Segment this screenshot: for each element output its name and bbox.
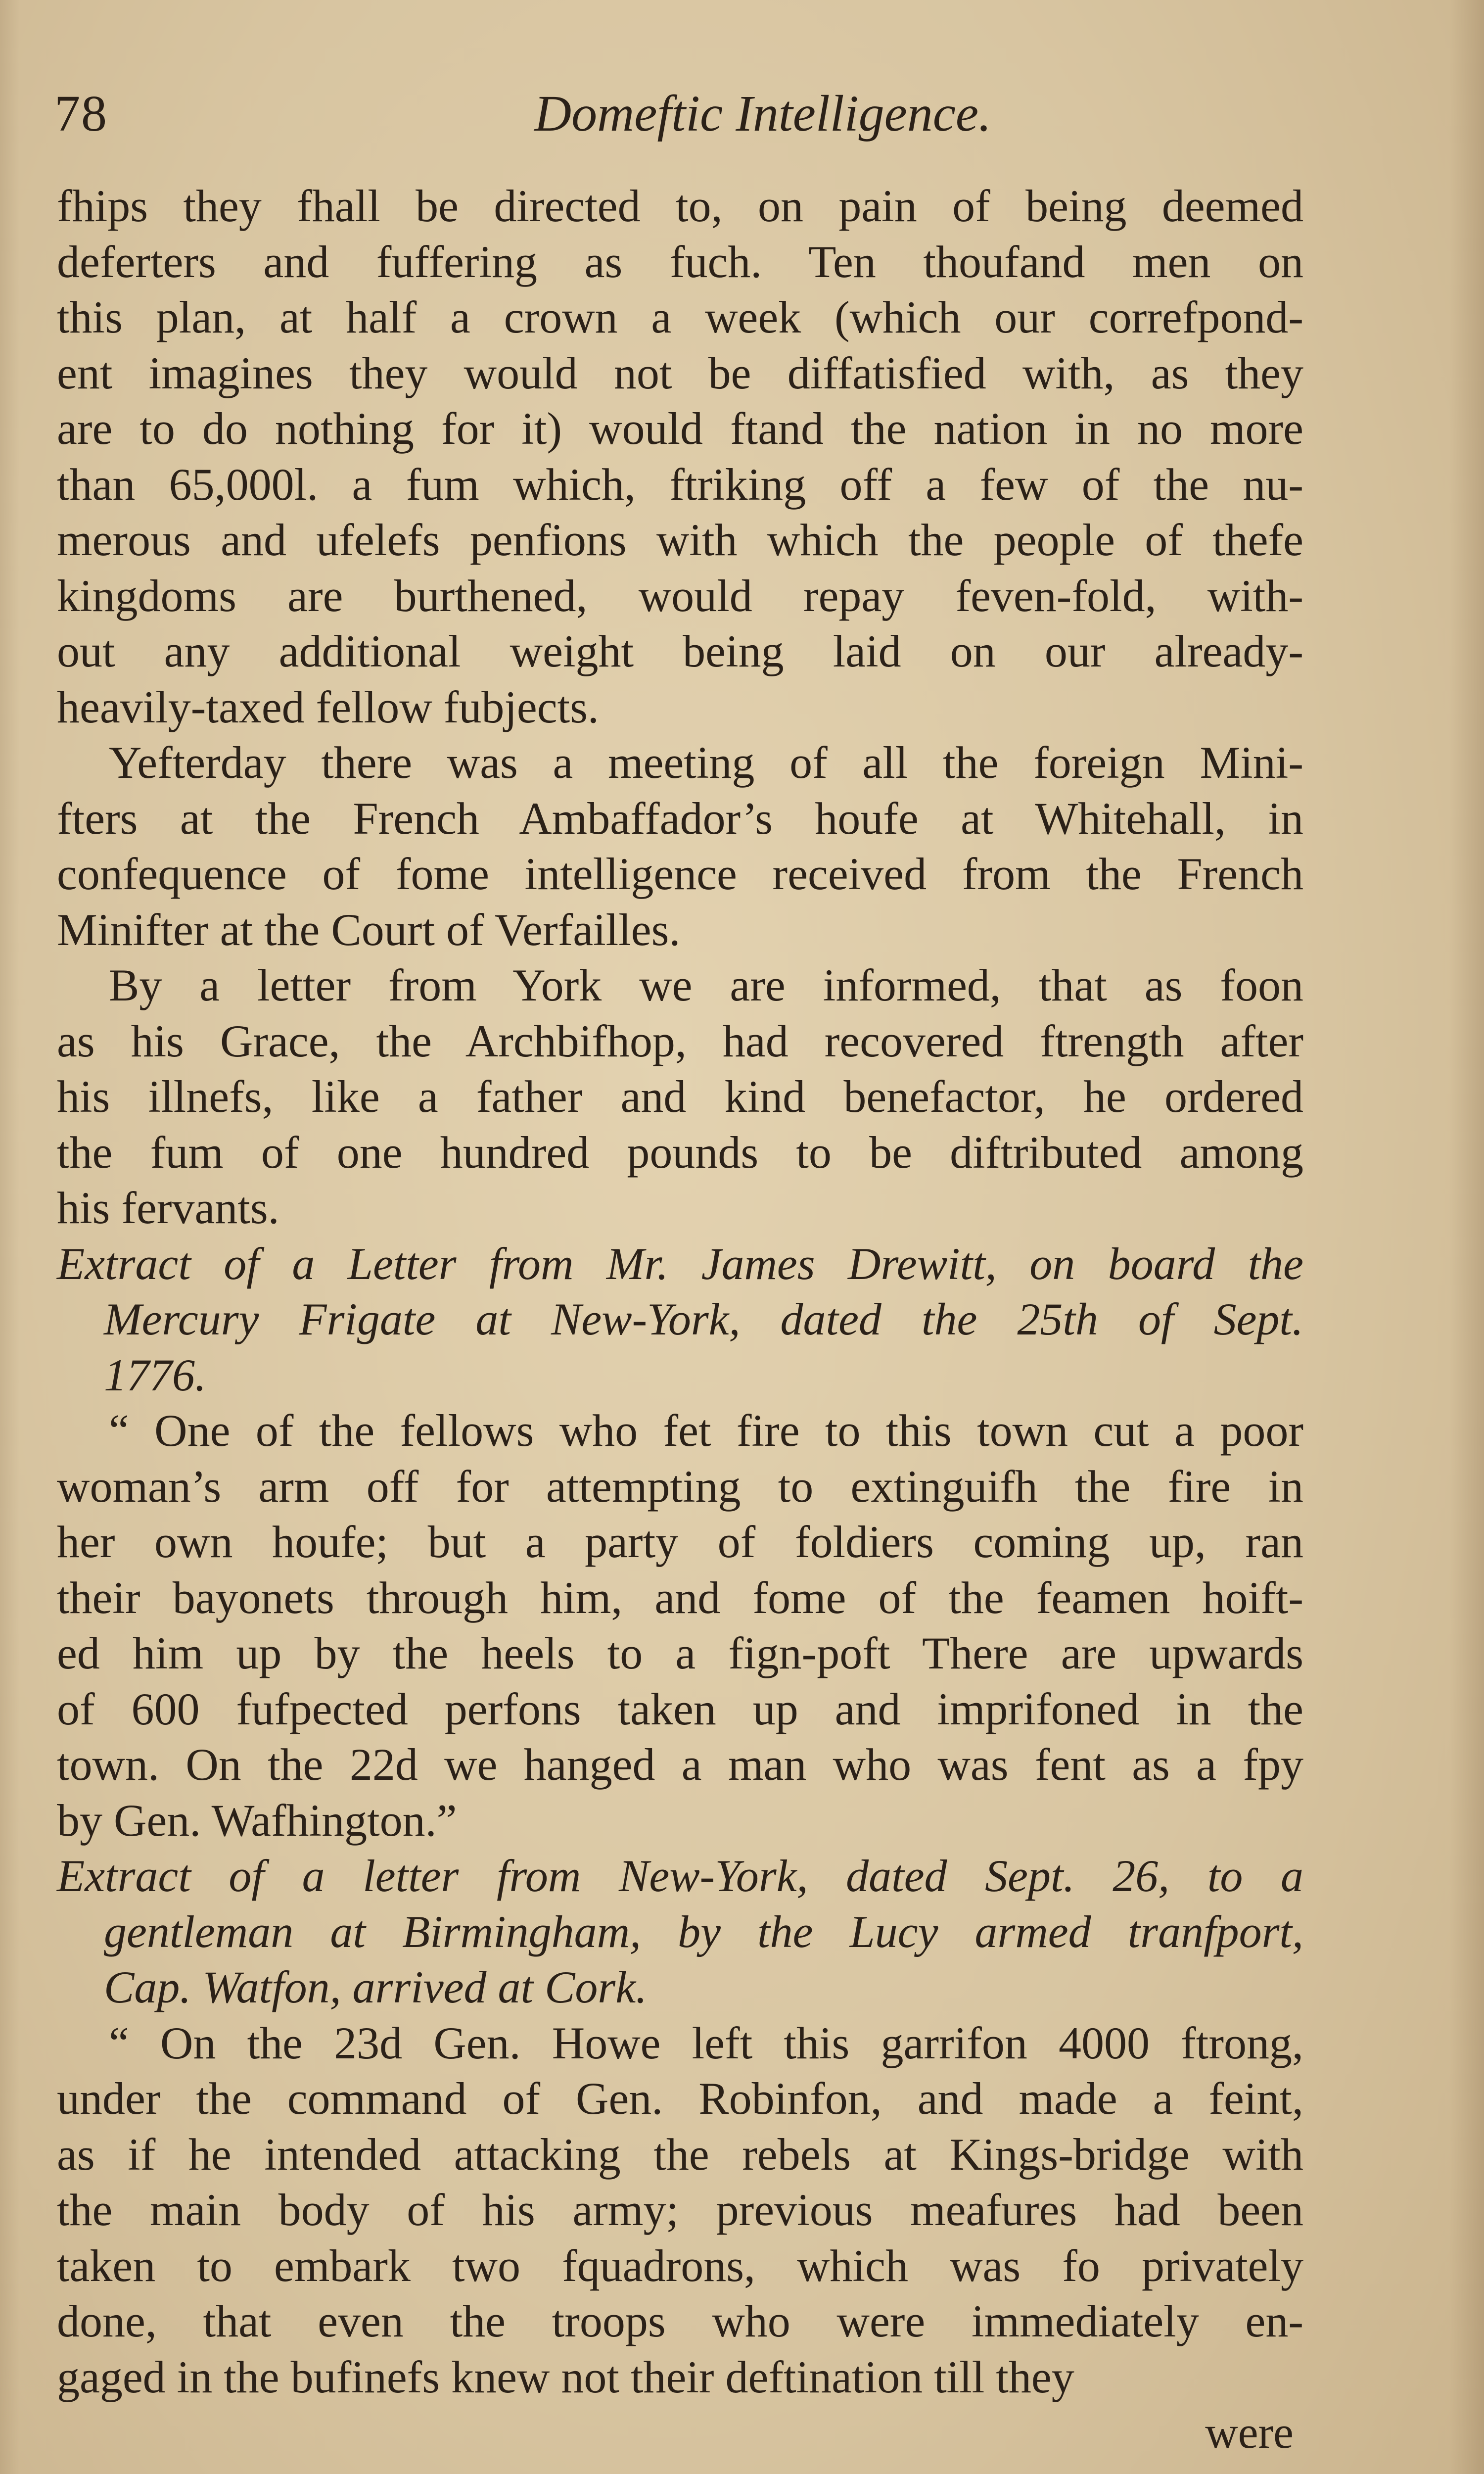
text-line: deferters and fuffering as fuch. Ten thoufand men on [57, 236, 1303, 287]
text-line: her own houfe; but a party of foldiers coming up, ran [57, 1517, 1303, 1567]
text-line: Mercury Frigate at New-York, dated the 25th of Sept. [104, 1294, 1303, 1344]
text-line: Extract of a Letter from Mr. James Drewitt, on board the [57, 1238, 1303, 1289]
text-line: his illnefs, like a father and kind benefactor, he ordered [57, 1071, 1303, 1122]
paragraph [57, 957, 1303, 1236]
text-line: heavily-taxed fellow fubjects. [57, 681, 599, 732]
text-line: Extract of a letter from New-York, dated Sept. 26, to a [57, 1851, 1303, 1901]
running-head: Domeftic Intelligence. [534, 85, 992, 142]
catchword: were [1205, 2407, 1294, 2458]
text-line: merous and ufelefs penfions with which the people of thefe [57, 515, 1303, 565]
extract-heading [57, 1236, 1303, 1403]
text-line: By a letter from York we are informed, that as foon [109, 960, 1303, 1010]
text-line: done, that even the troops who were immediately en- [57, 2296, 1303, 2346]
text-line: gaged in the bufinefs knew not their deftination till they [57, 2351, 1074, 2402]
page-number: 78 [54, 85, 108, 142]
text-line: ed him up by the heels to a fign-poft There are upwards [57, 1628, 1303, 1678]
page-shadow-left [0, 0, 20, 2474]
text-line: confequence of fome intelligence received from the French [57, 849, 1303, 899]
extract-heading [57, 1848, 1303, 2015]
text-line: of 600 fufpected perfons taken up and imprifoned in the [57, 1683, 1303, 1734]
text-line: taken to embark two fquadrons, which was fo privately [57, 2240, 1303, 2291]
text-line: ent imagines they would not be diffatisfied with, as they [57, 347, 1303, 398]
text-line: than 65,000l. a fum which, ftriking off a few of the nu- [57, 459, 1303, 510]
text-line: as his Grace, the Archbifhop, had recovered ftrength after [57, 1015, 1303, 1066]
text-line: fters at the French Ambaffador’s houfe at Whitehall, in [57, 793, 1303, 844]
text-line: out any additional weight being laid on our already- [57, 626, 1303, 676]
text-line: gentleman at Birmingham, by the Lucy armed tranfport, [104, 1906, 1303, 1957]
text-line: are to do nothing for it) would ftand the nation in no more [57, 403, 1303, 454]
text-line: the main body of his army; previous meafures had been [57, 2185, 1303, 2235]
text-line: Minifter at the Court of Verfailles. [57, 904, 681, 955]
text-line: the fum of one hundred pounds to be diftributed among [57, 1127, 1303, 1178]
paragraph [57, 2015, 1303, 2405]
page-header [54, 69, 1321, 153]
page-shadow-right [1449, 0, 1484, 2474]
body-text [57, 178, 1303, 2461]
text-line: under the command of Gen. Robinfon, and made a feint, [57, 2073, 1303, 2124]
text-line: their bayonets through him, and fome of the feamen hoift- [57, 1572, 1303, 1623]
text-line: “ One of the fellows who fet fire to this town cut a poor [109, 1405, 1303, 1456]
text-line: this plan, at half a crown a week (which our correfpond- [57, 292, 1303, 342]
text-line: Cap. Watfon, arrived at Cork. [104, 1962, 648, 2012]
text-line: by Gen. Wafhington.” [57, 1795, 457, 1846]
paragraph [57, 735, 1303, 957]
text-line: town. On the 22d we hanged a man who was fent as a fpy [57, 1739, 1303, 1790]
text-line: Yefterday there was a meeting of all the foreign Mini- [109, 737, 1303, 788]
text-line: fhips they fhall be directed to, on pain of being deemed [57, 181, 1303, 231]
text-line: kingdoms are burthened, would repay feven-fold, with- [57, 570, 1303, 621]
text-line: his fervants. [57, 1183, 279, 1233]
text-line: woman’s arm off for attempting to extinguifh the fire in [57, 1461, 1303, 1512]
text-line: “ On the 23d Gen. Howe left this garrifon 4000 ftrong, [109, 2017, 1303, 2068]
text-line: 1776. [104, 1349, 206, 1400]
text-line: as if he intended attacking the rebels at Kings-bridge with [57, 2129, 1303, 2180]
paragraph [57, 1403, 1303, 1848]
paragraph [57, 178, 1303, 735]
